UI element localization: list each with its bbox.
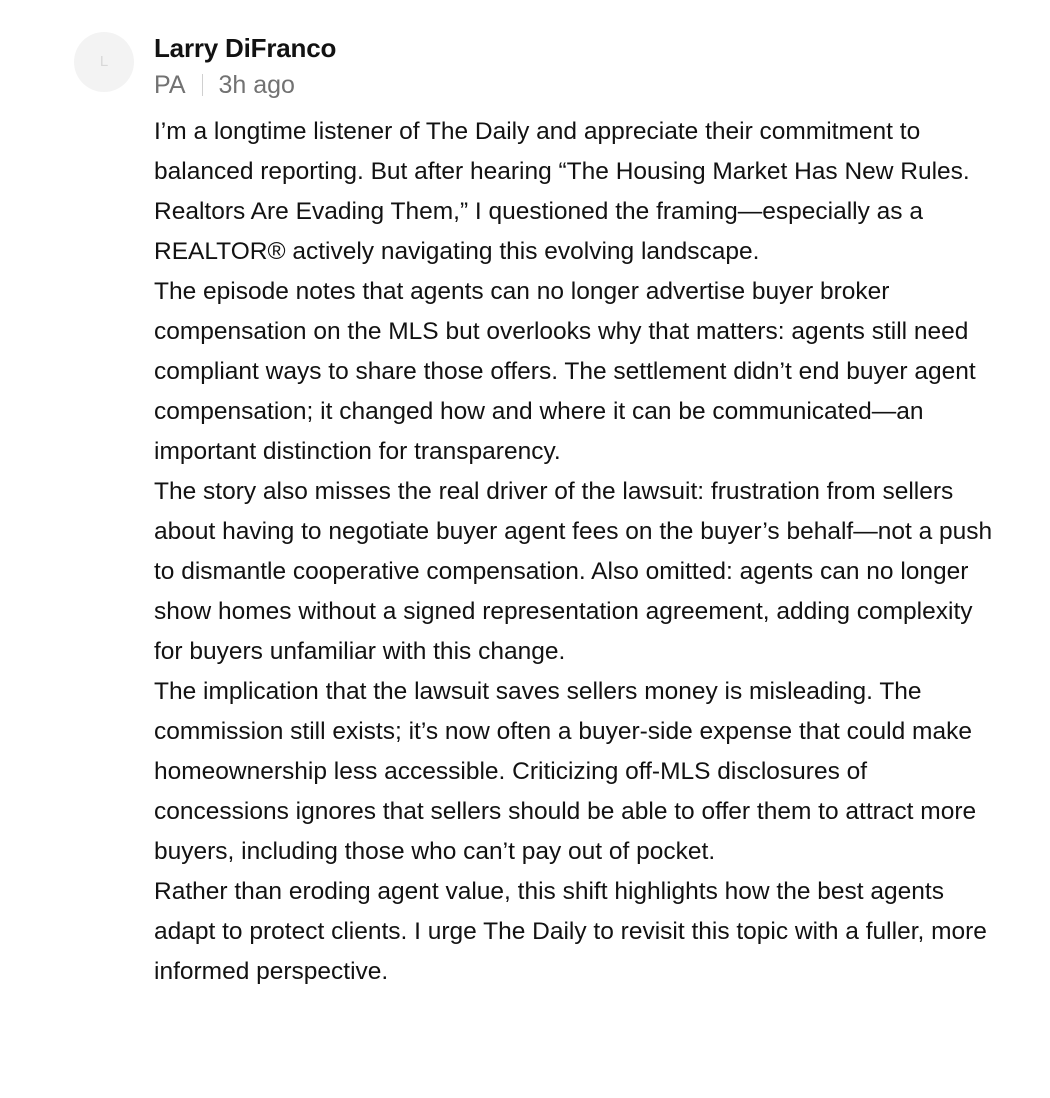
comment-location: PA xyxy=(154,71,186,99)
avatar[interactable]: L xyxy=(74,32,134,92)
comment-paragraph: The story also misses the real driver of the lawsuit: frustration from sellers about having to negotiate buyer agent fees on the buyer’s behalf—not a push to dismantle cooperative compensation. Also omitted: agents can no longer show homes without a signed representation agreement, adding complexity for buyers unfamiliar with this change. xyxy=(154,478,993,665)
comment-text xyxy=(154,112,994,992)
meta-divider xyxy=(202,74,203,96)
comment-paragraph: Rather than eroding agent value, this shift highlights how the best agents adapt to protect clients. I urge The Daily to revisit this topic with a fuller, more informed perspective. xyxy=(154,878,987,985)
comment-timestamp: 3h ago xyxy=(218,71,295,99)
comment-author[interactable]: Larry DiFranco xyxy=(154,33,337,63)
comment-body xyxy=(154,32,994,992)
comment-meta xyxy=(154,70,994,100)
comment-paragraph: I’m a longtime listener of The Daily and appreciate their commitment to balanced reporting. But after hearing “The Housing Market Has New Rules. Realtors Are Evading Them,” I questioned the framing—especially as a REALTOR® actively navigating this evolving landscape. xyxy=(154,118,970,265)
comment-paragraph: The episode notes that agents can no longer advertise buyer broker compensation on the MLS but overlooks why that matters: agents still need compliant ways to share those offers. The settlement didn’t end buyer agent compensation; it changed how and where it can be communicated—an important distinction for transparency. xyxy=(154,278,976,465)
comment-paragraph: The implication that the lawsuit saves sellers money is misleading. The commission still exists; it’s now often a buyer-side expense that could make homeownership less accessible. Criticizing off-MLS disclosures of concessions ignores that sellers should be able to offer them to attract more buyers, including those who can’t pay out of pocket. xyxy=(154,678,977,865)
